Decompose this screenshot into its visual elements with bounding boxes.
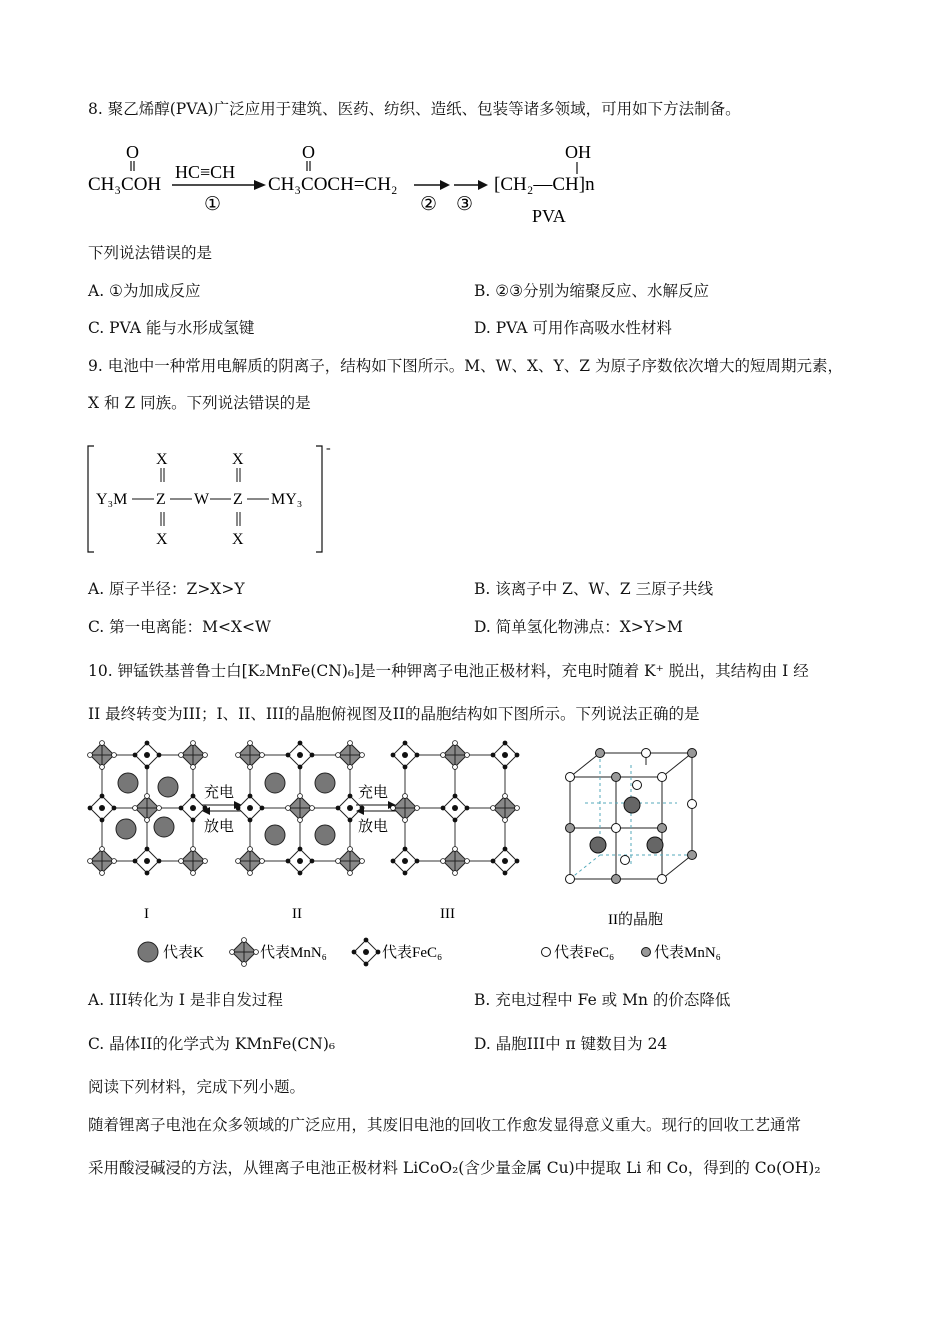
q8-option-c: C. PVA 能与水形成氢键	[88, 319, 255, 337]
legend-mnn6: 代表MnN₆	[260, 945, 327, 961]
panel-label-III: III	[440, 906, 455, 922]
right-x-top: X	[232, 451, 244, 468]
acetic-acid: CH₃COH	[88, 174, 162, 195]
legend-fec6-atom-swatch	[542, 948, 551, 957]
q10-stem-line1: 10. 钾锰铁基普鲁士白[K₂MnFe(CN)₆]是一种钾离子电池正极材料，充电时随着 K⁺ 脱出，其结构由 I 经	[88, 662, 809, 680]
q9-option-b: B. 该离子中 Z、W、Z 三原子共线	[474, 580, 714, 598]
q9-anion-structure	[84, 440, 344, 558]
passage-line1: 随着锂离子电池在众多领域的广泛应用，其废旧电池的回收工作愈发显得意义重大。现行的回收工艺通常	[88, 1116, 802, 1134]
panel-label-II: II	[292, 906, 302, 922]
structure-I-panel	[88, 741, 208, 876]
panel-label-I: I	[144, 906, 149, 922]
left-group: Y₃M	[96, 491, 128, 508]
left-x-top: X	[156, 451, 168, 468]
right-x-bottom: X	[232, 531, 244, 548]
right-z: Z	[233, 491, 243, 508]
q10-option-d: D. 晶胞III中 π 键数目为 24	[474, 1035, 668, 1053]
vinyl-acetate: CH₃COCH=CH₂	[268, 174, 398, 195]
q10-stem-line2: II 最终转变为III；I、II、III的晶胞俯视图及II的晶胞结构如下图所示。下列说法正确的是	[88, 705, 700, 723]
legend-mnn6-atom-swatch	[642, 948, 651, 957]
legend-fec6-atom: 代表FeC₆	[554, 945, 615, 961]
step-1-label: ①	[204, 194, 222, 215]
legend-k-swatch	[138, 942, 158, 962]
charge-label-2: 充电	[358, 785, 389, 801]
unit-cell-caption: II的晶胞	[608, 912, 663, 928]
q10-option-b: B. 充电过程中 Fe 或 Mn 的价态降低	[474, 991, 731, 1009]
polymer-oh: OH	[565, 142, 591, 162]
q8-prompt: 下列说法错误的是	[88, 244, 213, 262]
legend-mnn6-atom: 代表MnN₆	[654, 945, 721, 961]
charge-label-1: 充电	[204, 785, 235, 801]
q10-option-c: C. 晶体II的化学式为 KMnFe(CN)₆	[88, 1035, 336, 1053]
legend-fec6: 代表FeC₆	[382, 945, 443, 961]
q9-option-a: A. 原子半径：Z>X>Y	[88, 580, 245, 598]
structure-II-panel	[236, 741, 365, 876]
step-3-label: ③	[456, 194, 474, 215]
q9-option-d: D. 简单氢化物沸点：X>Y>M	[474, 618, 683, 636]
right-group: MY₃	[271, 491, 303, 508]
pva-label: PVA	[532, 206, 566, 226]
step-2-label: ②	[420, 194, 438, 215]
structure-III-panel	[391, 741, 520, 876]
q9-stem-line2: X 和 Z 同族。下列说法错误的是	[88, 394, 311, 412]
q9-stem-line1: 9. 电池中一种常用电解质的阴离子，结构如下图所示。M、W、X、Y、Z 为原子序数依次增大的短周期元素，	[88, 357, 843, 375]
discharge-label-2: 放电	[358, 819, 389, 835]
vinyl-acetate-o: O	[302, 142, 315, 162]
left-z: Z	[156, 491, 166, 508]
anion-charge: -	[326, 441, 331, 456]
q8-stem: 8. 聚乙烯醇(PVA)广泛应用于建筑、医药、纺织、造纸、包装等诸多领域，可用如下方法制备。	[88, 100, 741, 118]
unit-cell-II	[570, 753, 692, 879]
q8-option-d: D. PVA 可用作高吸水性材料	[474, 319, 672, 337]
acetic-acid-o: O	[126, 142, 139, 162]
legend-k: 代表K	[163, 945, 204, 961]
q8-option-a: A. ①为加成反应	[88, 282, 201, 300]
q8-reaction-scheme	[80, 138, 640, 230]
discharge-label-1: 放电	[204, 819, 235, 835]
left-x-bottom: X	[156, 531, 168, 548]
q9-option-c: C. 第一电离能：M<X<W	[88, 618, 271, 636]
q10-crystal-figure	[80, 735, 760, 975]
passage-line2: 采用酸浸碱浸的方法，从锂离子电池正极材料 LiCoO₂(含少量金属 Cu)中提取 Li 和 Co，得到的 Co(OH)₂	[88, 1159, 821, 1177]
reagent-acetylene: HC≡CH	[175, 162, 236, 182]
center-w: W	[194, 491, 210, 508]
q10-option-a: A. III转化为 I 是非自发过程	[88, 991, 283, 1009]
pva-polymer: [CH₂—CH]n	[494, 174, 595, 195]
passage-intro: 阅读下列材料，完成下列小题。	[88, 1078, 306, 1096]
q8-option-b: B. ②③分别为缩聚反应、水解反应	[474, 282, 710, 300]
